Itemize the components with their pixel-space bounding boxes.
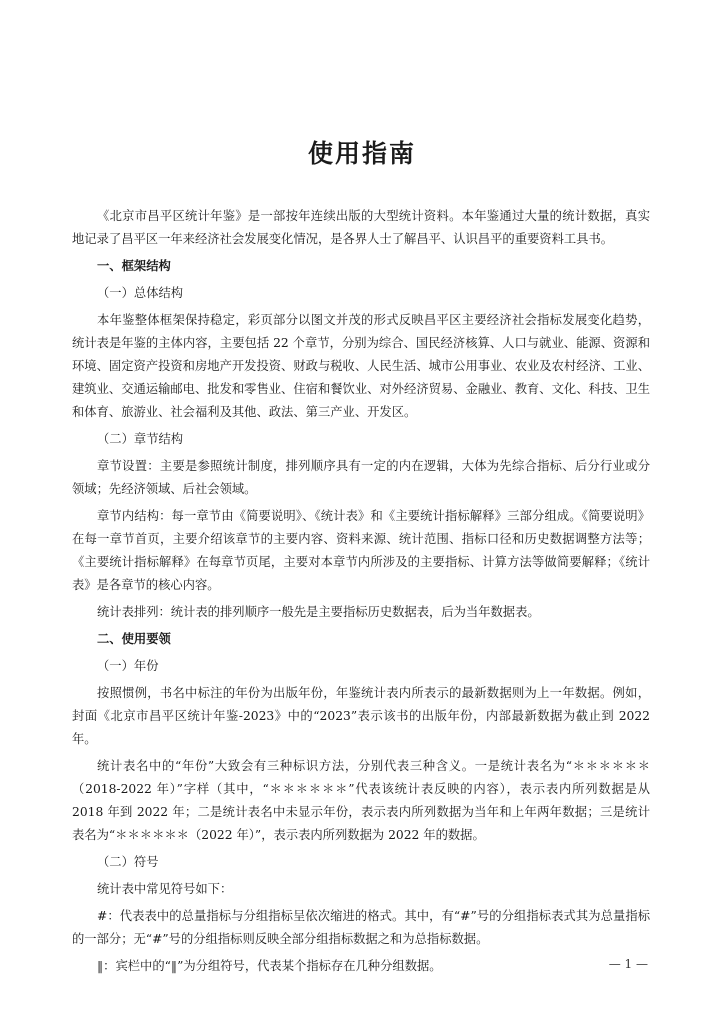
intro-paragraph: 《北京市昌平区统计年鉴》是一部按年连续出版的大型统计资料。本年鉴通过大量的统计数据，真实地记录了昌平区一年来经济社会发展变化情况，是各界人士了解昌平、认识昌平的重要资料工具书。	[72, 209, 650, 246]
section-1-1-heading: （一）总体结构	[97, 286, 184, 300]
symbols-intro-paragraph: 统计表中常见符号如下：	[97, 882, 233, 896]
table-order-paragraph: 统计表排列：统计表的排列顺序一般先是主要指标历史数据表，后为当年数据表。	[97, 605, 540, 619]
section-1-2-heading: （二）章节结构	[97, 432, 184, 446]
section-2-2-heading: （二）符号	[97, 855, 159, 869]
page-number: — 1 —	[608, 957, 648, 971]
section-2-1-heading: （一）年份	[97, 659, 159, 673]
year-paragraph-2: 统计表名中的“年份”大致会有三种标识方法，分别代表三种含义。一是统计表名为“＊＊＊＊＊＊（2018-2022 年）”字样（其中，“＊＊＊＊＊＊”代表该统计表反映的内容），表示表内所列数据是从 2018 年到 2022 年；二是统计表名中未显示年份，表示表内所列数据为当年和上年两年数据；三是统计表名为“＊＊＊＊＊＊（2022 年）”，表示表内所列数据为 2022 年的数据。	[72, 759, 650, 842]
page-title: 使用指南	[307, 139, 416, 168]
chapter-structure-paragraph: 章节内结构：每一章节由《简要说明》、《统计表》和《主要统计指标解释》三部分组成。《简要说明》在每一章节首页，主要介绍该章节的主要内容、资料来源、统计范围、指标口径和历史数据调整方法等；《主要统计指标解释》在每章节页尾，主要对本章节内所涉及的主要指标、计算方法等做简要解释；《统计表》是各章节的核心内容。	[72, 509, 650, 592]
section-2-heading: 二、使用要领	[97, 632, 171, 646]
year-paragraph-1: 按照惯例，书名中标注的年份为出版年份，年鉴统计表内所表示的最新数据则为上一年数据。例如，封面《北京市昌平区统计年鉴-2023》中的“2023”表示该书的出版年份，内部最新数据为截止到 2022 年。	[72, 686, 650, 746]
section-1-heading: 一、框架结构	[97, 259, 171, 273]
section-1-1-paragraph: 本年鉴整体框架保持稳定，彩页部分以图文并茂的形式反映昌平区主要经济社会指标发展变化趋势，统计表是年鉴的主体内容，主要包括 22 个章节，分别为综合、国民经济核算、人口与就业、能源、资源和环境、固定资产投资和房地产开发投资、财政与税收、人民生活、城市公用事业、农业及农村经济、工业、建筑业、交通运输邮电、批发和零售业、住宿和餐饮业、对外经济贸易、金融业、教育、文化、科技、卫生和体育、旅游业、社会福利及其他、政法、第三产业、开发区。	[72, 313, 650, 419]
chapter-setup-paragraph: 章节设置：主要是参照统计制度，排列顺序具有一定的内在逻辑，大体为先综合指标、后分行业或分领域；先经济领域、后社会领域。	[72, 459, 650, 496]
hash-symbol-paragraph: #：代表表中的总量指标与分组指标呈依次缩进的格式。其中，有“#”号的分组指标表式其为总量指标的一部分；无“#”号的分组指标则反映全部分组指标数据之和为总指标数据。	[72, 909, 650, 946]
document-body	[72, 205, 650, 982]
group-symbol-paragraph: ‖：宾栏中的“‖”为分组符号，代表某个指标存在几种分组数据。	[97, 959, 442, 973]
